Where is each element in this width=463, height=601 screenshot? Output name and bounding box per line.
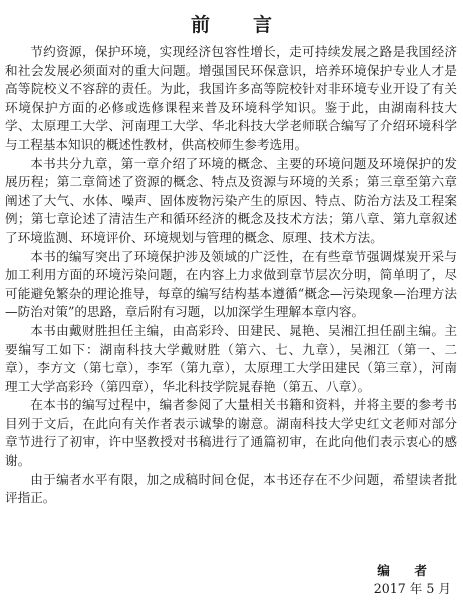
- publication-date: 2017 年 5 月: [373, 581, 451, 596]
- paragraph-features: 本书的编写突出了环境保护涉及领域的广泛性，在有些章节强调煤炭开采与加工利用方面的环境污染问题，在内容上力求做到章节层次分明，简单明了，尽可能避免繁杂的理论推导，每章的编写结构基本遵循“概念—污染现象—治理方法—防治对策”的思路，章后附有习题，以加深学生理解本章内容。: [5, 248, 457, 320]
- paragraph-closing: 由于编者水平有限，加之成稿时间仓促，本书还存在不少问题，希望读者批评指正。: [5, 471, 457, 506]
- page-title: 前 言: [190, 14, 284, 36]
- paragraph-chapters: 本书共分九章，第一章介绍了环境的概念、主要的环境问题及环境保护的发展历程；第二章简述了资源的概念、特点及资源与环境的关系；第三章至第六章阐述了大气、水体、噪声、固体废物污染产生的原因、特点、防治方法及工程案例；第七章论述了清洁生产和循环经济的概念及技术方法；第八章、第九章叙述了环境监测、环境评价、环境规划与管理的概念、原理、技术方法。: [5, 155, 457, 245]
- paragraph-acknowledgements: 在本书的编写过程中，编者参阅了大量相关书籍和资料，并将主要的参考书目列于文后，在此向有关作者表示诚挚的谢意。湖南科技大学史红文老师对部分章节进行了初审，许中坚教授对书稿进行了通篇初审，在此向他们表示衷心的感谢。: [5, 397, 457, 469]
- paragraph-intro: 节约资源，保护环境，实现经济包容性增长，走可持续发展之路是我国经济和社会发展必须面对的重大问题。增强国民环保意识，培养环境保护专业人才是高等院校义不容辞的责任。为此，我国许多高等院校针对非环境专业开设了有关环境保护方面的必修或选修课程来普及环境科学知识。鉴于此，由湖南科技大学、太原理工大学、河南理工大学、华北科技大学老师联合编写了介绍环境科学与工程基本知识的概述性教材，供高校师生参考选用。: [5, 44, 457, 152]
- author-signature: 编 者: [377, 563, 433, 578]
- preface-body: [5, 43, 457, 508]
- paragraph-authors: 本书由戴财胜担任主编，由高彩玲、田建民、晁艳、吴湘江担任副主编。主要编写工如下：湖南科技大学戴财胜（第六、七、九章），吴湘江（第一、二章），李方文（第七章），李军（第九章），太原理工大学田建民（第三章），河南理工大学高彩玲（第四章），华北科技学院晁春艳（第五、八章）。: [5, 322, 457, 394]
